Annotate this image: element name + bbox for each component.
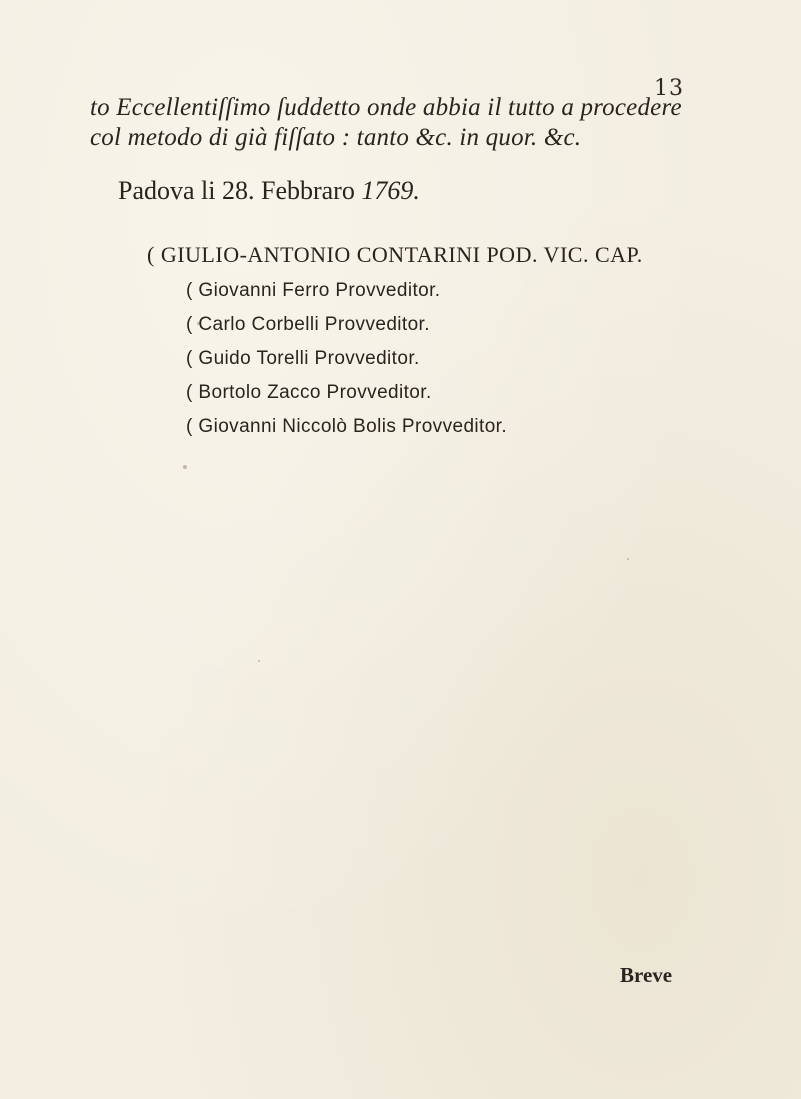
- paper-speck: [627, 558, 629, 560]
- dateline: [118, 176, 420, 206]
- page-number: 13: [654, 76, 684, 101]
- paper-speck: [197, 322, 200, 325]
- provveditori-list: [186, 280, 507, 450]
- signatory-podesta: ( GIULIO-ANTONIO CONTARINI POD. VIC. CAP.: [147, 242, 643, 267]
- catchword: Breve: [620, 963, 673, 987]
- body-text-line-1: to Eccellentiſſimo ſuddetto onde abbia il tutto a procedere: [90, 94, 682, 121]
- dateline-year: 1769.: [361, 176, 420, 205]
- provveditor-entry: ( Giovanni Ferro Provveditor.: [186, 280, 441, 301]
- provveditor-entry: ( Giovanni Niccolò Bolis Provveditor.: [186, 416, 508, 437]
- provveditor-entry: ( Carlo Corbelli Provveditor.: [186, 314, 430, 335]
- provveditor-entry: ( Bortolo Zacco Provveditor.: [186, 382, 432, 403]
- paper-speck: [183, 465, 187, 469]
- dateline-place-day: Padova li 28. Febbraro: [118, 176, 355, 205]
- body-text-line-2: col metodo di già fiſſato : tanto &c. in quor. &c.: [90, 124, 582, 151]
- provveditor-entry: ( Guido Torelli Provveditor.: [186, 348, 420, 369]
- paper-speck: [258, 660, 260, 662]
